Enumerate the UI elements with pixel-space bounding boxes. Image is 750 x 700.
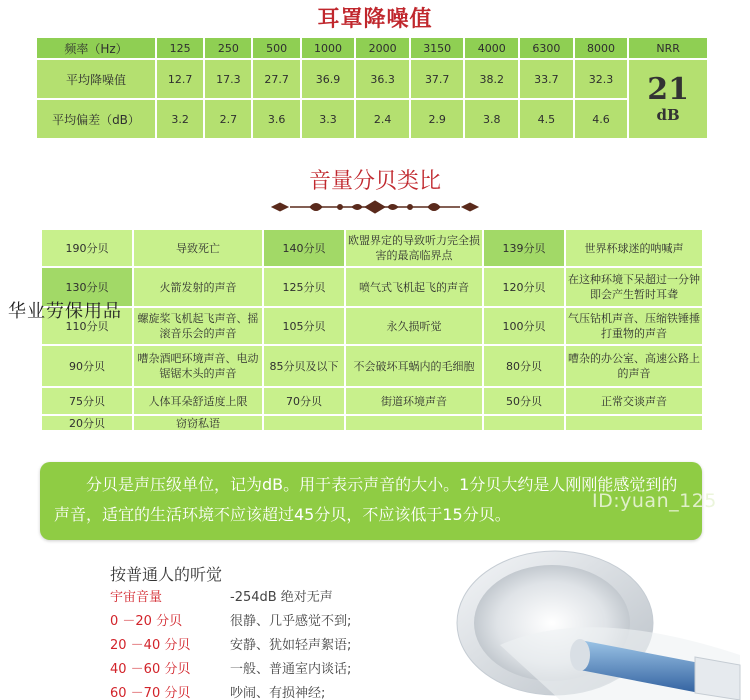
hearing-range: 60 －70 分贝 [110, 686, 191, 700]
db-level-cell: 140分贝 [264, 230, 344, 266]
db-desc-cell: 火箭发射的声音 [134, 268, 262, 306]
megaphone-icon [440, 545, 750, 700]
hearing-row [110, 610, 351, 629]
hearing-range: 0 －20 分贝 [110, 614, 183, 629]
table-row [36, 99, 708, 139]
db-desc-cell: 世界杯球迷的呐喊声 [566, 230, 702, 266]
avg-cell: 38.2 [464, 59, 519, 99]
dev-cell: 3.8 [464, 99, 519, 139]
title-decibel-comparison: 音量分贝类比 [308, 169, 441, 194]
dev-cell: 4.5 [519, 99, 574, 139]
db-desc-cell: 导致死亡 [134, 230, 262, 266]
nrr-table [35, 36, 709, 140]
db-desc-cell: 气压钻机声音、压缩铁锤捶打重物的声音 [566, 308, 702, 344]
freq-cell: 250 [204, 37, 252, 59]
db-desc-cell: 正常交谈声音 [566, 388, 702, 414]
freq-cell: 500 [252, 37, 300, 59]
db-level-cell: 90分贝 [42, 346, 132, 386]
db-level-cell: 85分贝及以下 [264, 346, 344, 386]
avg-label: 平均降噪值 [36, 59, 156, 99]
dev-label: 平均偏差（dB） [36, 99, 156, 139]
db-desc-cell: 人体耳朵舒适度上限 [134, 388, 262, 414]
freq-cell: 1000 [301, 37, 356, 59]
freq-cell: 4000 [464, 37, 519, 59]
hearing-row [110, 682, 325, 700]
db-level-cell: 139分贝 [484, 230, 564, 266]
hearing-desc: -254dB 绝对无声 [230, 590, 333, 605]
freq-cell: 125 [156, 37, 204, 59]
watermark-shop-name: 华业劳保用品 [8, 301, 122, 322]
hearing-row [110, 634, 351, 653]
table-row [36, 59, 708, 99]
dev-cell: 3.6 [252, 99, 300, 139]
dev-cell: 4.6 [574, 99, 629, 139]
avg-cell: 36.9 [301, 59, 356, 99]
db-desc-cell: 在这种环境下呆超过一分钟即会产生暂时耳聋 [566, 268, 702, 306]
avg-cell: 32.3 [574, 59, 629, 99]
table-row [36, 37, 708, 59]
decibel-grid [42, 230, 702, 430]
dev-cell: 3.2 [156, 99, 204, 139]
hearing-range: 20 －40 分贝 [110, 638, 191, 653]
db-desc-cell: 螺旋桨飞机起飞声音、摇滚音乐会的声音 [134, 308, 262, 344]
ornament-divider [270, 199, 480, 215]
db-level-cell: 120分贝 [484, 268, 564, 306]
db-level-cell: 130分贝 [42, 268, 132, 306]
hearing-desc: 吵闹、有损神经; [230, 686, 326, 700]
db-empty-cell [264, 416, 344, 430]
decibel-info-box: 分贝是声压级单位，记为dB。用于表示声音的大小。1分贝大约是人刚刚能感觉到的声音，适宜的生活环境不应该超过45分贝，不应该低于15分贝。 [40, 462, 702, 540]
hearing-range: 宇宙音量 [110, 590, 163, 605]
dev-cell: 2.4 [355, 99, 410, 139]
db-empty-cell [566, 416, 702, 430]
db-level-cell: 190分贝 [42, 230, 132, 266]
title-earmuff-nrr: 耳罩降噪值 [317, 7, 433, 32]
avg-cell: 37.7 [410, 59, 465, 99]
db-empty-cell [484, 416, 564, 430]
freq-cell: 8000 [574, 37, 629, 59]
avg-cell: 12.7 [156, 59, 204, 99]
db-desc-cell: 永久损听觉 [346, 308, 482, 344]
freq-cell: 6300 [519, 37, 574, 59]
hearing-desc: 很静、几乎感觉不到; [230, 614, 352, 629]
hearing-range: 40 －60 分贝 [110, 662, 191, 677]
nrr-label: NRR [628, 37, 708, 59]
db-desc-cell: 嘈杂的办公室、高速公路上的声音 [566, 346, 702, 386]
db-desc-cell: 窃窃私语 [134, 416, 262, 430]
db-desc-cell: 欧盟界定的导致听力完全损害的最高临界点 [346, 230, 482, 266]
db-desc-cell: 街道环境声音 [346, 388, 482, 414]
db-level-cell: 125分贝 [264, 268, 344, 306]
avg-cell: 27.7 [252, 59, 300, 99]
avg-cell: 17.3 [204, 59, 252, 99]
freq-cell: 2000 [355, 37, 410, 59]
hearing-desc: 一般、普通室内谈话; [230, 662, 352, 677]
db-level-cell: 70分贝 [264, 388, 344, 414]
freq-label: 频率（Hz） [36, 37, 156, 59]
hearing-desc: 安静、犹如轻声絮语; [230, 638, 352, 653]
dev-cell: 2.9 [410, 99, 465, 139]
db-level-cell: 110分贝 [42, 308, 132, 344]
dev-cell: 2.7 [204, 99, 252, 139]
db-desc-cell: 喷气式飞机起飞的声音 [346, 268, 482, 306]
dev-cell: 3.3 [301, 99, 356, 139]
hearing-row [110, 586, 333, 605]
db-desc-cell: 嘈杂酒吧环境声音、电动锯锯木头的声音 [134, 346, 262, 386]
db-level-cell: 100分贝 [484, 308, 564, 344]
db-empty-cell [346, 416, 482, 430]
db-level-cell: 105分贝 [264, 308, 344, 344]
nrr-unit: dB [656, 106, 680, 124]
nrr-value-cell [628, 59, 708, 139]
db-level-cell: 50分贝 [484, 388, 564, 414]
db-level-cell: 20分贝 [42, 416, 132, 430]
db-desc-cell: 不会破坏耳蜗内的毛细胞 [346, 346, 482, 386]
avg-cell: 36.3 [355, 59, 410, 99]
hearing-title: 按普通人的听觉 [110, 565, 223, 584]
freq-cell: 3150 [410, 37, 465, 59]
db-level-cell: 80分贝 [484, 346, 564, 386]
watermark-id: ID:yuan_125 [592, 490, 717, 512]
hearing-row [110, 658, 351, 677]
avg-cell: 33.7 [519, 59, 574, 99]
nrr-value: 21 [647, 72, 689, 107]
db-level-cell: 75分贝 [42, 388, 132, 414]
